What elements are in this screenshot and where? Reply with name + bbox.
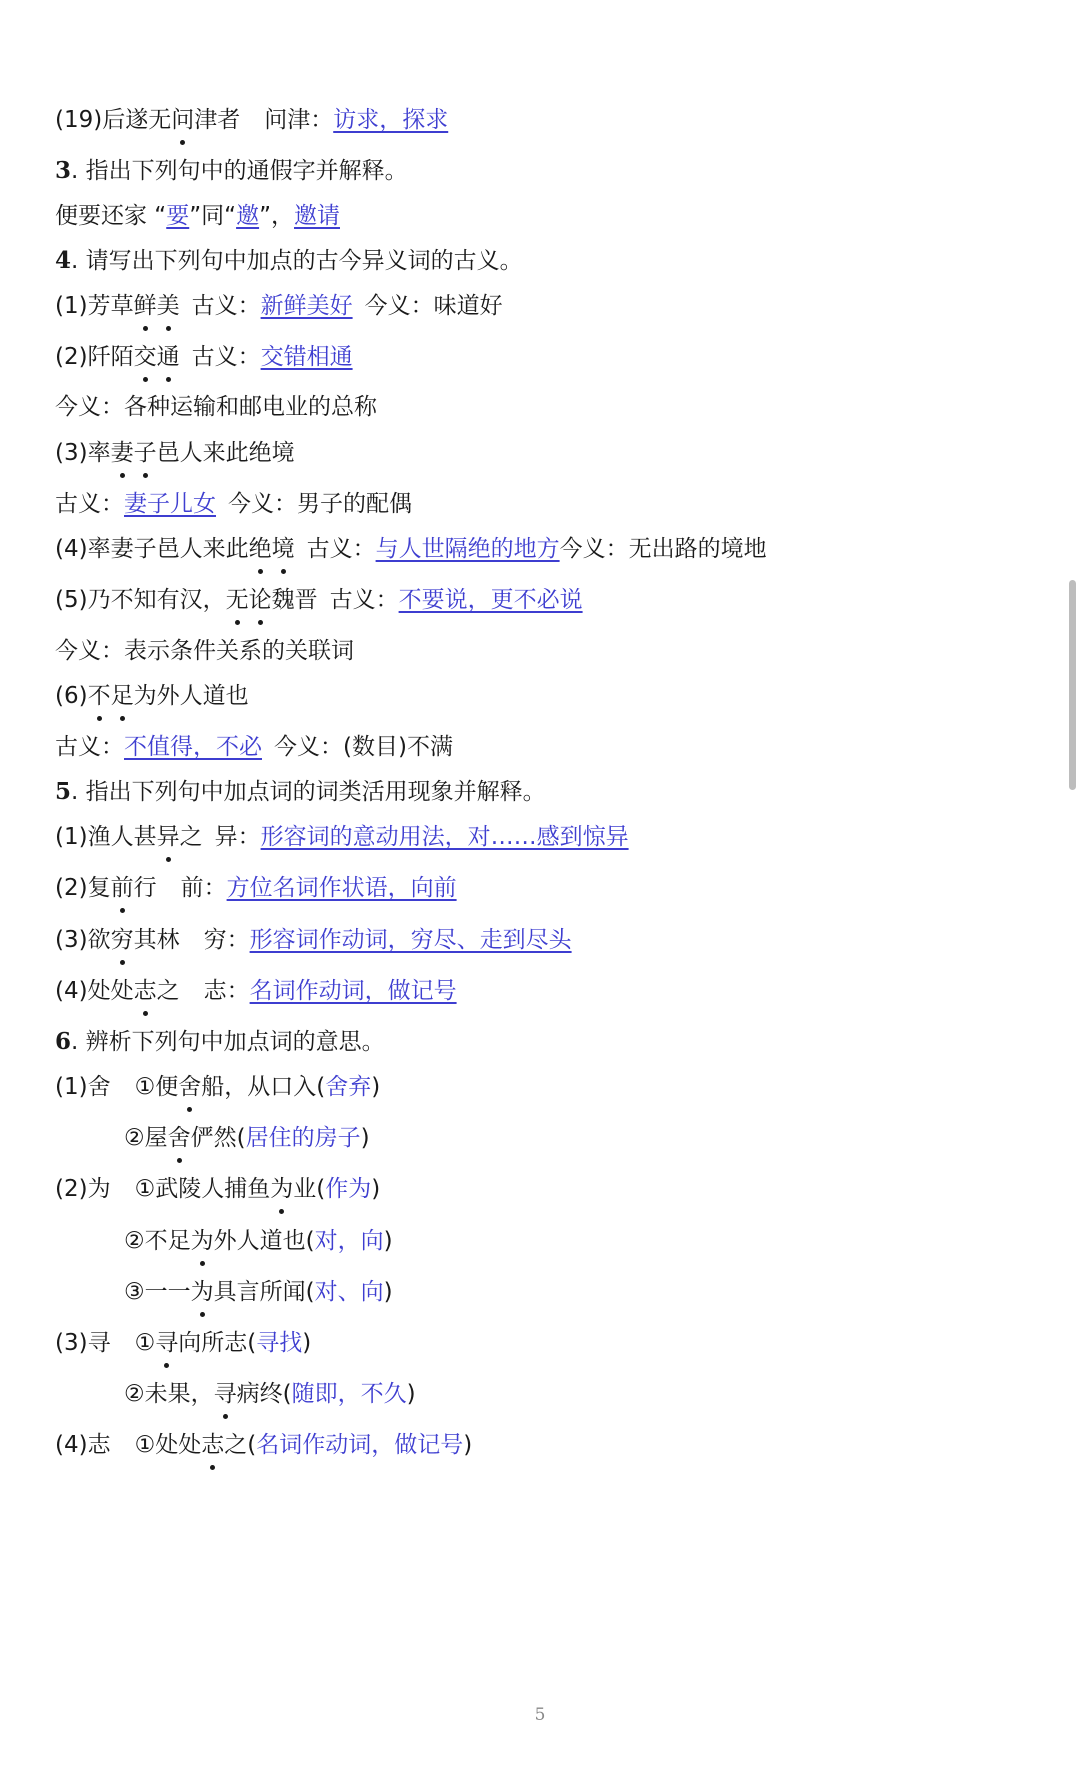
q4-item-1 (55, 289, 1020, 323)
q6-item-3b (124, 1377, 1020, 1411)
answer-text: 对、向 (314, 1279, 384, 1305)
answer-text: 对，向 (314, 1228, 384, 1254)
word-label: 今义： (364, 293, 434, 319)
sentence-text: (4)处处 (55, 978, 134, 1004)
word-label: 前： (180, 875, 227, 901)
sentence-text: 病终( (236, 1381, 292, 1407)
paren-close: ) (383, 1228, 393, 1254)
q6-item-3 (55, 1326, 1020, 1360)
sentence-text: 津者 (194, 107, 241, 133)
paren-close: ) (383, 1279, 393, 1305)
paren-close: ) (406, 1381, 416, 1407)
answer-text: 形容词作动词，穷尽、走到尽头 (249, 927, 572, 953)
sentence-text: (2)阡陌 (55, 344, 134, 370)
q6-item-2b (124, 1224, 1020, 1258)
answer-text: 交错相通 (260, 344, 353, 370)
word-label: (2)为 (55, 1176, 111, 1202)
word-label: 问津： (264, 107, 334, 133)
word-label: 古义： (191, 293, 261, 319)
answer-text: 方位名词作状语，向前 (226, 875, 457, 901)
modern-meaning: 味道好 (433, 293, 503, 319)
sentence-text: 邑人来此绝境 (156, 440, 295, 466)
q5-item-2 (55, 871, 1020, 905)
dotted-char: 前 (111, 871, 134, 905)
word-label: 古义： (55, 734, 124, 760)
modern-meaning: 男子的配偶 (297, 491, 412, 517)
sentence-text: 向所志( (178, 1330, 257, 1356)
sentence-text: 便要还家 “ (55, 203, 167, 229)
sentence-text: ①便 (134, 1074, 179, 1100)
paren-close: ) (463, 1432, 473, 1458)
dotted-char: 为 (191, 1275, 214, 1309)
modern-meaning: (数目)不满 (343, 734, 453, 760)
q4-item-5-modern (55, 634, 1020, 668)
sentence-text: (4)率妻子邑人来此 (55, 536, 249, 562)
word-label: 今义： (274, 734, 343, 760)
answer-text: 邀 (236, 203, 260, 229)
answer-text: 与人世隔绝的地方 (375, 536, 560, 562)
dotted-char: 论 (249, 583, 272, 617)
sentence-text: ②未果， (124, 1381, 214, 1407)
answer-text: 不要说，更不必说 (398, 587, 583, 613)
dotted-char: 舍 (168, 1121, 191, 1155)
answer-text: 名词作动词，做记号 (256, 1432, 464, 1458)
sentence-text: 为外人道也 (133, 683, 249, 709)
paren-close: ) (371, 1176, 381, 1202)
dotted-char: 舍 (178, 1070, 201, 1104)
sentence-text: (19)后遂无 (55, 107, 172, 133)
dotted-char: 志 (201, 1428, 224, 1462)
q4-item-6-meanings (55, 730, 1020, 764)
paren-close: ) (302, 1330, 312, 1356)
question-number: 3 (55, 157, 72, 184)
sentence-text: (1)芳草 (55, 293, 134, 319)
word-label: (1)舍 (55, 1074, 111, 1100)
word-label: 古义： (306, 536, 376, 562)
answer-text: 寻找 (256, 1330, 303, 1356)
dotted-char: 子 (134, 436, 157, 470)
sentence-text: 其林 (133, 927, 180, 953)
q4-item-2-modern (55, 390, 1020, 424)
dotted-char: 寻 (155, 1326, 178, 1360)
sentence-text: 之( (224, 1432, 257, 1458)
sentence-text: 外人道也( (213, 1228, 315, 1254)
q4-item-3-meanings (55, 487, 1020, 521)
dotted-char: 问 (171, 103, 194, 137)
dotted-char: 寻 (214, 1377, 237, 1411)
q5-item-3 (55, 923, 1020, 957)
q5-item-1 (55, 820, 1020, 854)
sentence-text: 魏晋 (271, 587, 318, 613)
dotted-char: 不 (88, 679, 111, 713)
sentence-text: ①武陵人捕鱼 (134, 1176, 271, 1202)
q6-item-1 (55, 1070, 1020, 1104)
question-text: 指出下列句中的通假字并解释。 (85, 158, 408, 184)
sentence-text: 俨然( (190, 1125, 246, 1151)
answer-text: 随即，不久 (291, 1381, 407, 1407)
sentence-text: (6) (55, 683, 88, 709)
dotted-char: 交 (134, 340, 157, 374)
dotted-char: 为 (270, 1172, 293, 1206)
word-label: 穷： (203, 927, 250, 953)
q4-item-6 (55, 679, 1020, 713)
answer-text: 新鲜美好 (260, 293, 353, 319)
q2-item-19 (55, 103, 1020, 137)
dotted-char: 为 (191, 1224, 214, 1258)
question-text: 请写出下列句中加点的古今异义词的古义。 (85, 248, 523, 274)
q3-answer-line (55, 199, 1020, 233)
dotted-char: 足 (111, 679, 134, 713)
word-label: 古义： (329, 587, 399, 613)
q5-item-4 (55, 974, 1020, 1008)
question-number: 6 (55, 1028, 72, 1055)
dotted-char: 绝 (249, 532, 272, 566)
sentence-text: ”， (259, 203, 294, 229)
dotted-char: 境 (272, 532, 295, 566)
dotted-char: 妻 (111, 436, 134, 470)
answer-text: 访求，探求 (333, 107, 449, 133)
dotted-char: 志 (134, 974, 157, 1008)
word-label: 志： (203, 978, 250, 1004)
sentence-text: 之 (156, 978, 180, 1004)
modern-meaning: 无出路的境地 (628, 536, 767, 562)
word-label: 今义： (559, 536, 629, 562)
q4-item-2 (55, 340, 1020, 374)
paren-close: ) (371, 1074, 381, 1100)
sentence-text: ① (134, 1330, 156, 1356)
question-4-heading: 4. 请写出下列句中加点的古今异义词的古义。 (55, 247, 523, 274)
question-number: 5 (55, 778, 72, 805)
q6-item-2 (55, 1172, 1020, 1206)
answer-text: 妻子儿女 (124, 491, 216, 517)
sentence-text: (1)渔人甚 (55, 824, 157, 850)
word-label: (3)寻 (55, 1330, 111, 1356)
sentence-text: 行 (133, 875, 157, 901)
q4-item-5 (55, 583, 1020, 617)
vertical-scrollbar-thumb[interactable] (1069, 580, 1076, 790)
sentence-text: ②屋 (124, 1125, 168, 1151)
sentence-text: 具言所闻( (213, 1279, 315, 1305)
answer-text: 舍弃 (325, 1074, 372, 1100)
q6-item-4 (55, 1428, 1020, 1462)
word-label: 古义： (55, 491, 124, 517)
sentence-text: (3)率 (55, 440, 111, 466)
dotted-char: 美 (157, 289, 180, 323)
sentence-text: ②不足 (124, 1228, 191, 1254)
q4-item-3 (55, 436, 1020, 470)
sentence-text: (5)乃不知有汉， (55, 587, 226, 613)
sentence-text: (2)复 (55, 875, 111, 901)
modern-meaning: 今义：表示条件关系的关联词 (55, 638, 354, 664)
sentence-text: (3)欲 (55, 927, 111, 953)
word-label: 今义： (228, 491, 297, 517)
question-number: 4 (55, 247, 72, 274)
question-text: 辨析下列句中加点词的意思。 (85, 1029, 385, 1055)
sentence-text: ”同“ (189, 203, 237, 229)
answer-text: 形容词的意动用法，对……感到惊异 (260, 824, 629, 850)
q6-item-1b (124, 1121, 1020, 1155)
question-5-heading: 5. 指出下列句中加点词的词类活用现象并解释。 (55, 778, 546, 805)
sentence-text: 业( (293, 1176, 326, 1202)
sentence-text: 之 (179, 824, 203, 850)
answer-text: 要 (166, 203, 190, 229)
q6-item-2c (124, 1275, 1020, 1309)
answer-text: 作为 (325, 1176, 372, 1202)
dotted-char: 鲜 (134, 289, 157, 323)
word-label: 古义： (191, 344, 261, 370)
word-label: (4)志 (55, 1432, 111, 1458)
dotted-char: 穷 (111, 923, 134, 957)
question-6-heading: 6. 辨析下列句中加点词的意思。 (55, 1028, 385, 1055)
sentence-text: ③一一 (124, 1279, 191, 1305)
sentence-text: 船，从口入( (201, 1074, 326, 1100)
answer-text: 名词作动词，做记号 (249, 978, 457, 1004)
answer-text: 邀请 (294, 203, 340, 229)
word-label: 异： (214, 824, 261, 850)
question-3-heading: 3. 指出下列句中的通假字并解释。 (55, 157, 408, 184)
question-text: 指出下列句中加点词的词类活用现象并解释。 (85, 779, 546, 805)
paren-close: ) (360, 1125, 370, 1151)
page-number: 5 (534, 1705, 546, 1725)
dotted-char: 通 (157, 340, 180, 374)
dotted-char: 无 (226, 583, 249, 617)
modern-meaning: 今义：各种运输和邮电业的总称 (55, 394, 377, 420)
answer-text: 不值得，不必 (124, 734, 262, 760)
q4-item-4 (55, 532, 1020, 566)
answer-text: 居住的房子 (245, 1125, 361, 1151)
sentence-text: ①处处 (134, 1432, 202, 1458)
dotted-char: 异 (157, 820, 180, 854)
